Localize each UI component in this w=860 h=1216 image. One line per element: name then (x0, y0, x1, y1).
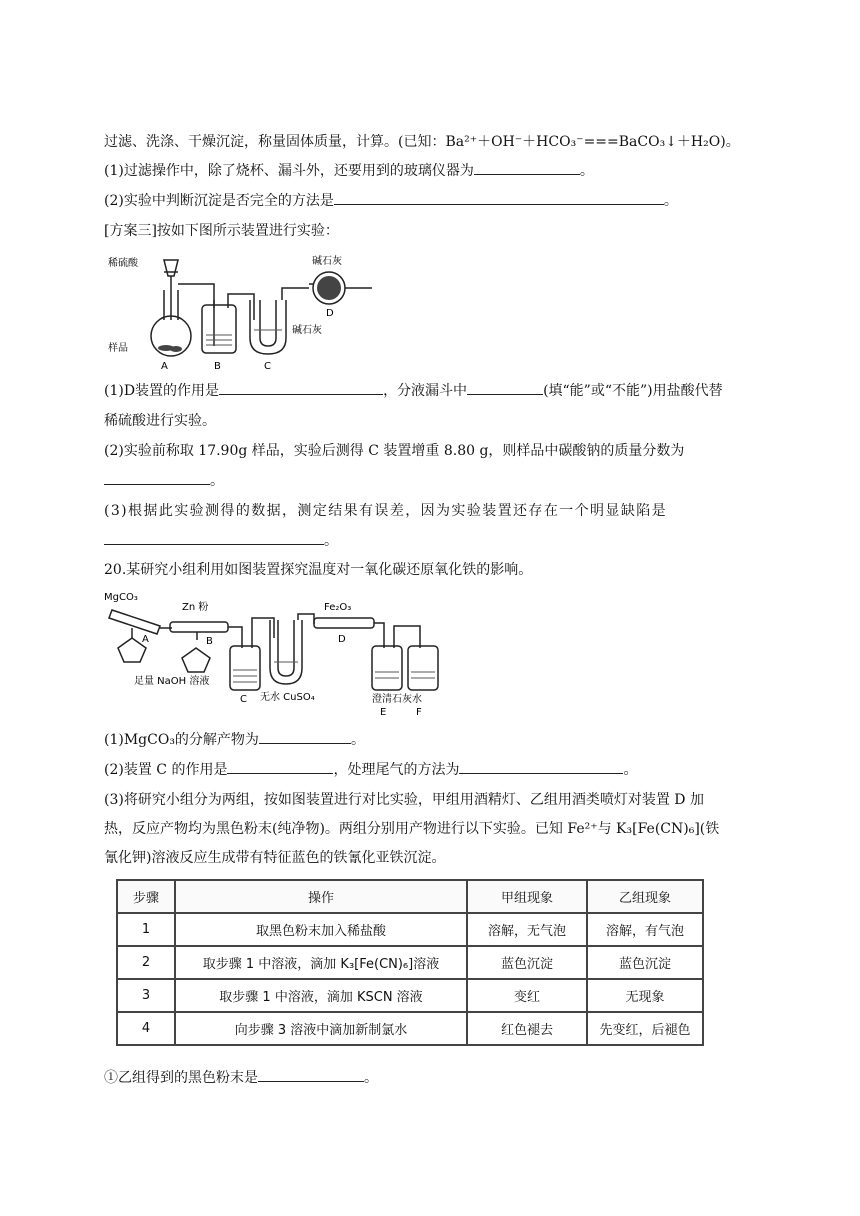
table-cell: 先变红，后褪色 (587, 1012, 703, 1045)
tube-a (109, 610, 160, 634)
table-row (117, 979, 703, 1012)
text-line: 过滤、洗涤、干燥沉淀，称量固体质量，计算。(已知：Ba²⁺＋OH⁻＋HCO₃⁻===BaCO₃↓＋H₂O)。 (104, 134, 740, 150)
soda-lime-fill (317, 276, 341, 300)
label-a: A (142, 634, 149, 645)
label-a: A (161, 361, 168, 372)
answer-blank[interactable] (104, 470, 210, 485)
question-text: ①乙组得到的黑色粉末是 (104, 1070, 258, 1086)
tube-b (170, 622, 228, 632)
label-naoh: 足量 NaOH 溶液 (134, 676, 210, 687)
punctuation: 。 (324, 533, 338, 549)
answer-blank[interactable] (258, 1067, 364, 1082)
text-line: (3)将研究小组分为两组，按如图装置进行对比实验，甲组用酒精灯、乙组用酒类喷灯对装置 D 加 (104, 792, 704, 808)
label-fe2o3: Fe₂O₃ (324, 602, 352, 613)
table-cell: 4 (117, 1012, 175, 1045)
label-b: B (214, 361, 221, 372)
text-line: 20.某研究小组利用如图装置探究温度对一氧化碳还原氧化铁的影响。 (104, 562, 533, 578)
label-soda-lime-c: 碱石灰 (292, 325, 322, 336)
text-line: 氰化钾)溶液反应生成带有特征蓝色的铁氰化亚铁沉淀。 (104, 850, 446, 866)
table-cell: 取黑色粉末加入稀盐酸 (175, 913, 467, 946)
punctuation: 。 (210, 473, 224, 489)
text-line: (2)实验前称取 17.90g 样品，实验后测得 C 装置增重 8.80 g，则样品中碳酸钠的质量分数为 (104, 443, 685, 459)
question-line (104, 380, 760, 402)
table-row (117, 913, 703, 946)
label-d: D (338, 634, 346, 645)
table-header: 乙组现象 (587, 880, 703, 913)
table-cell: 无现象 (587, 979, 703, 1012)
table-cell: 取步骤 1 中溶液，滴加 KSCN 溶液 (175, 979, 467, 1012)
question-line (104, 160, 760, 182)
question-text: (1)MgCO₃的分解产物为 (104, 732, 259, 748)
table-header-row (117, 880, 703, 913)
tube-d (314, 618, 374, 628)
answer-blank[interactable] (227, 759, 333, 774)
question-line (104, 530, 760, 552)
punctuation: 。 (364, 1070, 378, 1086)
table-header: 甲组现象 (467, 880, 587, 913)
answer-blank[interactable] (334, 190, 664, 205)
question-text: (1)过滤操作中，除了烧杯、漏斗外，还要用到的玻璃仪器为 (104, 163, 474, 179)
answer-blank[interactable] (259, 729, 351, 744)
table-cell: 向步骤 3 溶液中滴加新制氯水 (175, 1012, 467, 1045)
question-line (104, 729, 760, 751)
punctuation: 。 (663, 193, 678, 209)
label-f: F (416, 707, 422, 718)
answer-blank[interactable] (219, 380, 383, 395)
text-line: [方案三]按如下图所示装置进行实验： (104, 223, 339, 239)
table-cell: 红色褪去 (467, 1012, 587, 1045)
question-text: (填“能”或“不能”)用盐酸代替 (543, 383, 723, 399)
answer-blank[interactable] (474, 160, 580, 175)
question-line (104, 190, 760, 212)
label-cuso4: 无水 CuSO₄ (260, 692, 315, 703)
label-mgco3: MgCO₃ (104, 592, 138, 603)
table-row (117, 1012, 703, 1045)
label-dilute-acid: 稀硫酸 (108, 258, 138, 269)
label-c: C (264, 361, 271, 372)
label-d: D (326, 308, 334, 319)
question-text: (2)装置 C 的作用是 (104, 762, 228, 778)
punctuation: 。 (350, 732, 365, 748)
table-cell: 溶解，无气泡 (467, 913, 587, 946)
answer-blank[interactable] (459, 759, 623, 774)
table-cell: 变红 (467, 979, 587, 1012)
apparatus-figure-2 (102, 588, 442, 718)
separatory-funnel (164, 260, 178, 276)
table-cell: 溶解，有气泡 (587, 913, 703, 946)
wash-bottle-e (372, 646, 402, 690)
table-cell: 取步骤 1 中溶液，滴加 K₃[Fe(CN)₆]溶液 (175, 946, 467, 979)
burner-b (182, 648, 210, 672)
table-cell: 蓝色沉淀 (587, 946, 703, 979)
label-limewater: 澄清石灰水 (372, 694, 422, 705)
table-cell: 3 (117, 979, 175, 1012)
question-line (104, 759, 760, 781)
apparatus-figure-1 (104, 250, 384, 375)
punctuation: 。 (623, 762, 638, 778)
question-line (104, 470, 760, 492)
table-cell: 1 (117, 913, 175, 946)
label-soda-lime-d: 碱石灰 (312, 256, 342, 267)
question-text: ，处理尾气的方法为 (333, 762, 460, 778)
question-line (104, 1067, 760, 1089)
answer-blank[interactable] (104, 530, 324, 545)
question-text: ，分液漏斗中 (383, 383, 468, 399)
table-header: 操作 (175, 880, 467, 913)
question-text: (2)实验中判断沉淀是否完全的方法是 (104, 193, 334, 209)
question-text: (1)D装置的作用是 (104, 383, 220, 399)
text-line: 稀硫酸进行实验。 (104, 413, 216, 429)
wash-bottle-c (230, 646, 260, 690)
table-cell: 蓝色沉淀 (467, 946, 587, 979)
label-e: E (380, 707, 387, 718)
text-line: 热，反应产物均为黑色粉末(纯净物)。两组分别用产物进行以下实验。已知 Fe²⁺与 K₃[Fe(CN)₆](铁 (104, 821, 720, 837)
punctuation: 。 (579, 163, 594, 179)
answer-blank[interactable] (467, 380, 543, 395)
table-row (117, 946, 703, 979)
label-b: B (206, 636, 213, 647)
label-c: C (240, 694, 247, 705)
wash-bottle-b (202, 305, 236, 353)
table-header: 步骤 (117, 880, 175, 913)
u-tube (270, 620, 302, 684)
results-table (116, 879, 704, 1046)
table-cell: 2 (117, 946, 175, 979)
label-zn-powder: Zn 粉 (182, 602, 209, 613)
label-sample: 样品 (108, 343, 128, 354)
text-line: (3)根据此实验测得的数据，测定结果有误差，因为实验装置还存在一个明显缺陷是 (104, 503, 668, 519)
wash-bottle-f (408, 646, 438, 690)
